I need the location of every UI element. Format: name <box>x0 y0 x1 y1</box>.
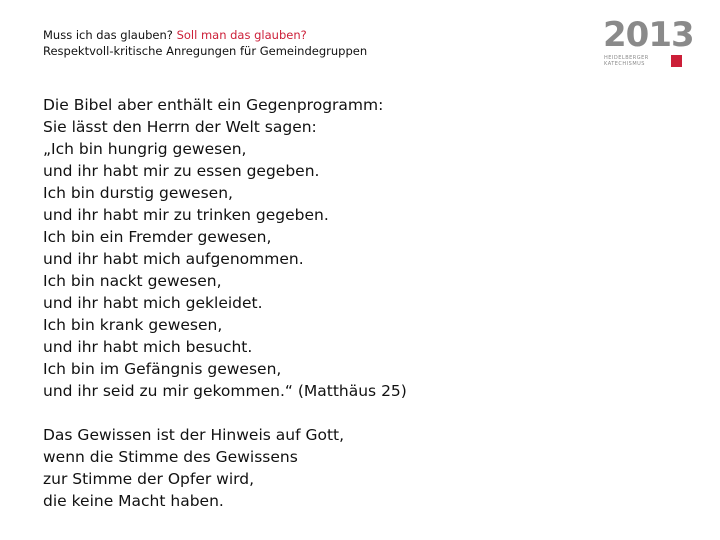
body-line: Ich bin im Gefängnis gewesen, <box>43 360 282 378</box>
body-line: Das Gewissen ist der Hinweis auf Gott, <box>43 426 345 444</box>
header-question-accent: Soll man das glauben? <box>176 28 307 42</box>
body-line: Ich bin ein Fremder gewesen, <box>43 228 272 246</box>
stanza-gewissen <box>43 424 407 512</box>
logo-line1: HEIDELBERGER <box>604 55 649 61</box>
body-line: Sie lässt den Herrn der Welt sagen: <box>43 118 317 136</box>
body-line: Ich bin krank gewesen, <box>43 316 223 334</box>
heidelberger-katechismus-logo <box>603 15 694 68</box>
slide-header <box>43 27 367 60</box>
slide-body <box>43 94 407 512</box>
logo-year: 2013 <box>603 15 694 55</box>
body-line: zur Stimme der Opfer wird, <box>43 470 254 488</box>
stanza-gegenprogramm <box>43 94 407 402</box>
header-subtitle: Respektvoll-kritische Anregungen für Gemeindegruppen <box>43 44 368 58</box>
body-line: und ihr habt mir zu trinken gegeben. <box>43 206 329 224</box>
body-line: Ich bin nackt gewesen, <box>43 272 222 290</box>
body-line: die keine Macht haben. <box>43 492 224 510</box>
body-line: und ihr habt mich aufgenommen. <box>43 250 304 268</box>
body-line: und ihr habt mich gekleidet. <box>43 294 263 312</box>
body-line: Die Bibel aber enthält ein Gegenprogramm: <box>43 96 384 114</box>
logo-accent-square <box>671 55 682 67</box>
body-line: und ihr habt mir zu essen gegeben. <box>43 162 320 180</box>
header-question-plain: Muss ich das glauben? <box>43 28 173 42</box>
body-line: und ihr seid zu mir gekommen.“ (Matthäus 25) <box>43 382 407 400</box>
body-line: „Ich bin hungrig gewesen, <box>43 140 247 158</box>
body-line: Ich bin durstig gewesen, <box>43 184 233 202</box>
logo-line2: KATECHISMUS <box>604 61 645 67</box>
body-line: und ihr habt mich besucht. <box>43 338 253 356</box>
header-question <box>43 27 367 43</box>
body-line: wenn die Stimme des Gewissens <box>43 448 298 466</box>
